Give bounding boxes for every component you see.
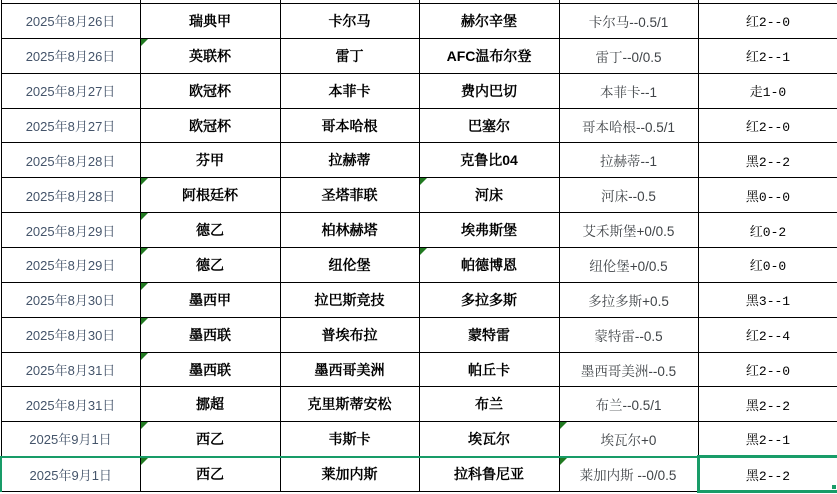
cell-text: 哥本哈根--0.5/1 [581,119,676,135]
cell-date[interactable] [1,108,140,143]
cell-text: 本菲卡 [328,82,371,99]
cell-away-team[interactable] [419,73,559,108]
cell-home-team[interactable] [280,73,419,108]
table-row [1,213,837,248]
cell-league[interactable] [140,282,280,317]
cell-text: 2025年8月29日 [25,223,116,239]
cell-league[interactable] [140,108,280,143]
cell-handicap[interactable] [559,317,698,352]
cell-league[interactable] [140,248,280,283]
cell-result[interactable] [698,38,837,73]
cell-result[interactable] [698,4,837,39]
flag-triangle-icon [141,39,148,46]
results-table-body [1,0,837,492]
cell-text: 蒙特雷 [468,326,510,343]
cell-result[interactable] [698,248,837,283]
cell-handicap[interactable] [559,282,698,317]
cell-text: 挪超 [196,396,224,413]
cell-away-team[interactable] [419,387,559,422]
cell-handicap[interactable] [559,248,698,283]
fill-handle[interactable] [831,484,837,490]
cell-handicap[interactable] [559,352,698,387]
cell-date[interactable] [1,422,140,457]
cell-date[interactable] [1,387,140,422]
cell-handicap[interactable] [559,73,698,108]
cell-text: 德乙 [196,256,224,273]
cell-home-team[interactable] [280,282,419,317]
cell-date[interactable] [1,213,140,248]
cell-text: 莱加内斯 --0/0.5 [579,468,677,484]
cell-date[interactable] [1,178,140,213]
table-row [1,38,837,73]
cell-text: 本菲卡--1 [600,84,657,100]
cell-result[interactable] [698,73,837,108]
cell-text: 黑2--2 [745,468,791,484]
table-row [1,248,837,283]
cell-text: 墨西哥美洲 [314,361,385,378]
cell-text: 走1-0 [749,85,787,101]
cell-handicap[interactable] [559,387,698,422]
cell-text: 布兰--0.5/1 [595,398,662,414]
cell-handicap[interactable] [559,4,698,39]
cell-date[interactable] [1,282,140,317]
cell-home-team[interactable] [280,387,419,422]
cell-league[interactable] [140,352,280,387]
cell-text: 纽伦堡 [328,256,371,273]
cell-text: 2025年8月26日 [25,14,116,30]
cell-away-team[interactable] [419,457,559,492]
cell-text: 柏林赫塔 [321,222,378,239]
cell-text: 芬甲 [196,152,224,169]
cell-text: 2025年8月31日 [25,363,116,379]
cell-text: 墨西联 [189,361,231,378]
cell-text: 红2--1 [745,50,791,66]
cell-away-team[interactable] [419,317,559,352]
cell-text: 黑3--1 [745,294,791,310]
cell-handicap[interactable] [559,143,698,178]
cell-text: 红2--0 [745,364,791,380]
cell-text: 西乙 [196,466,224,483]
cell-result[interactable] [698,387,837,422]
cell-league[interactable] [140,317,280,352]
cell-handicap[interactable] [559,38,698,73]
cell-text: 2025年8月31日 [25,397,116,413]
table-row [1,317,837,352]
cell-handicap[interactable] [559,213,698,248]
cell-text: 韦斯卡 [328,430,371,447]
cell-league[interactable] [140,4,280,39]
cell-text: 拉赫蒂 [328,152,371,169]
table-row [1,73,837,108]
cell-text: 红0-0 [749,259,787,275]
table-row [1,108,837,143]
cell-text: 欧冠杯 [189,117,231,134]
cell-text: 埃瓦尔 [468,430,510,447]
cell-date[interactable] [1,38,140,73]
cell-result[interactable] [698,317,837,352]
cell-text: 黑2--2 [745,398,791,414]
cell-home-team[interactable] [280,4,419,39]
cell-text: 蒙特雷--0.5 [594,328,663,344]
cell-text: 2025年9月1日 [29,432,112,448]
cell-result[interactable] [698,352,837,387]
cell-text: 圣塔菲联 [321,187,378,204]
cell-text: 雷丁 [335,47,364,64]
cell-home-team[interactable] [280,213,419,248]
cell-text: 卡尔马--0.5/1 [588,14,669,30]
cell-league[interactable] [140,457,280,492]
cell-text: 阿根廷杯 [182,187,238,204]
cell-text: 帕德博恩 [461,256,517,273]
cell-text: 莱加内斯 [321,466,378,483]
cell-text: 墨西甲 [189,291,231,308]
cell-text: 2025年8月26日 [25,49,116,65]
cell-handicap[interactable] [559,457,698,492]
cell-text: 红2--0 [745,120,791,135]
cell-text: 英联杯 [189,47,231,64]
cell-text: 哥本哈根 [321,117,378,134]
cell-text: 埃瓦尔+0 [600,432,657,448]
flag-triangle-icon [141,353,148,360]
cell-text: 2025年8月28日 [25,153,116,169]
cell-text: 2025年8月29日 [25,258,116,274]
cell-handicap[interactable] [559,108,698,143]
flag-triangle-icon [141,458,148,465]
cell-league[interactable] [140,213,280,248]
cell-result[interactable] [698,108,837,143]
cell-text: 墨西哥美洲--0.5 [580,363,677,379]
cell-text: 埃弗斯堡 [461,222,517,239]
cell-text: 2025年8月30日 [25,293,116,309]
cell-league[interactable] [140,38,280,73]
cell-away-team[interactable] [419,108,559,143]
cell-result[interactable] [698,213,837,248]
cell-text: 拉赫蒂--1 [600,154,657,170]
cell-text: 赫尔辛堡 [461,12,517,29]
cell-handicap[interactable] [559,178,698,213]
table-row [1,422,837,457]
cell-text: 黑2--2 [745,154,791,170]
cell-away-team[interactable] [419,4,559,39]
cell-result[interactable] [698,178,837,213]
cell-home-team[interactable] [280,248,419,283]
flag-triangle-icon [141,248,148,255]
flag-triangle-icon [141,178,148,185]
table-row [1,4,837,39]
flag-triangle-icon [420,248,427,255]
cell-text: 西乙 [196,430,224,447]
cell-home-team[interactable] [280,457,419,492]
cell-text: 2025年9月1日 [29,467,112,483]
cell-league[interactable] [140,73,280,108]
cell-text: 红2--4 [745,329,791,345]
cell-date[interactable] [1,4,140,39]
cell-text: 帕丘卡 [468,361,510,378]
cell-league[interactable] [140,387,280,422]
cell-text: 黑2--1 [745,433,791,449]
cell-text: 2025年8月30日 [25,328,116,344]
cell-text: 德乙 [196,222,224,239]
cell-text: 拉巴斯竞技 [314,291,385,308]
table-row [1,178,837,213]
cell-text: 克里斯蒂安松 [307,396,392,413]
cell-away-team[interactable] [419,178,559,213]
cell-result[interactable] [698,457,837,492]
cell-text: 雷丁--0/0.5 [595,49,662,65]
cell-home-team[interactable] [280,108,419,143]
flag-triangle-icon [141,318,148,325]
cell-league[interactable] [140,143,280,178]
cell-text: 黑0--0 [745,189,791,205]
cell-home-team[interactable] [280,143,419,178]
flag-triangle-icon [141,422,148,429]
cell-text: 多拉多斯 [461,291,517,308]
flag-triangle-icon [560,458,567,465]
cell-away-team[interactable] [419,352,559,387]
cell-away-team[interactable] [419,38,559,73]
table-row [1,457,837,492]
cell-handicap[interactable] [559,422,698,457]
cell-home-team[interactable] [280,178,419,213]
cell-date[interactable] [1,248,140,283]
cell-text: 布兰 [475,396,503,413]
flag-triangle-icon [141,283,148,290]
flag-triangle-icon [420,178,427,185]
cell-text: 纽伦堡+0/0.5 [589,258,668,274]
cell-text: 克鲁比04 [460,152,518,169]
cell-home-team[interactable] [280,352,419,387]
cell-text: 费内巴切 [461,82,517,99]
cell-text: 红2--0 [745,15,791,31]
cell-result[interactable] [698,143,837,178]
cell-league[interactable] [140,178,280,213]
cell-date[interactable] [1,143,140,178]
cell-text: 普埃布拉 [321,326,378,343]
cell-league[interactable] [140,422,280,457]
flag-triangle-icon [560,422,567,429]
cell-text: 红0-2 [749,224,787,240]
cell-text: AFC温布尔登 [446,47,532,64]
cell-date[interactable] [1,352,140,387]
cell-text: 卡尔马 [328,12,371,29]
cell-away-team[interactable] [419,213,559,248]
cell-text: 拉科鲁尼亚 [454,466,524,483]
cell-away-team[interactable] [419,422,559,457]
cell-text: 2025年8月28日 [25,188,116,204]
cell-home-team[interactable] [280,317,419,352]
cell-home-team[interactable] [280,422,419,457]
table-row [1,352,837,387]
cell-text: 瑞典甲 [189,12,231,29]
table-row [1,143,837,178]
cell-result[interactable] [698,422,837,457]
cell-text: 巴塞尔 [468,117,510,134]
cell-text: 多拉多斯+0.5 [588,293,669,309]
cell-text: 2025年8月27日 [25,119,116,134]
cell-text: 河床 [475,187,503,204]
cell-result[interactable] [698,282,837,317]
cell-text: 墨西联 [189,326,231,343]
cell-text: 欧冠杯 [189,82,231,99]
cell-text: 艾禾斯堡+0/0.5 [582,224,675,240]
cell-text: 河床--0.5 [601,189,656,205]
cell-date[interactable] [1,457,140,492]
cell-home-team[interactable] [280,38,419,73]
cell-away-team[interactable] [419,282,559,317]
cell-date[interactable] [1,317,140,352]
flag-triangle-icon [141,213,148,220]
cell-away-team[interactable] [419,248,559,283]
cell-text: 2025年8月27日 [25,84,116,100]
table-row [1,282,837,317]
cell-date[interactable] [1,73,140,108]
table-row [1,387,837,422]
cell-away-team[interactable] [419,143,559,178]
